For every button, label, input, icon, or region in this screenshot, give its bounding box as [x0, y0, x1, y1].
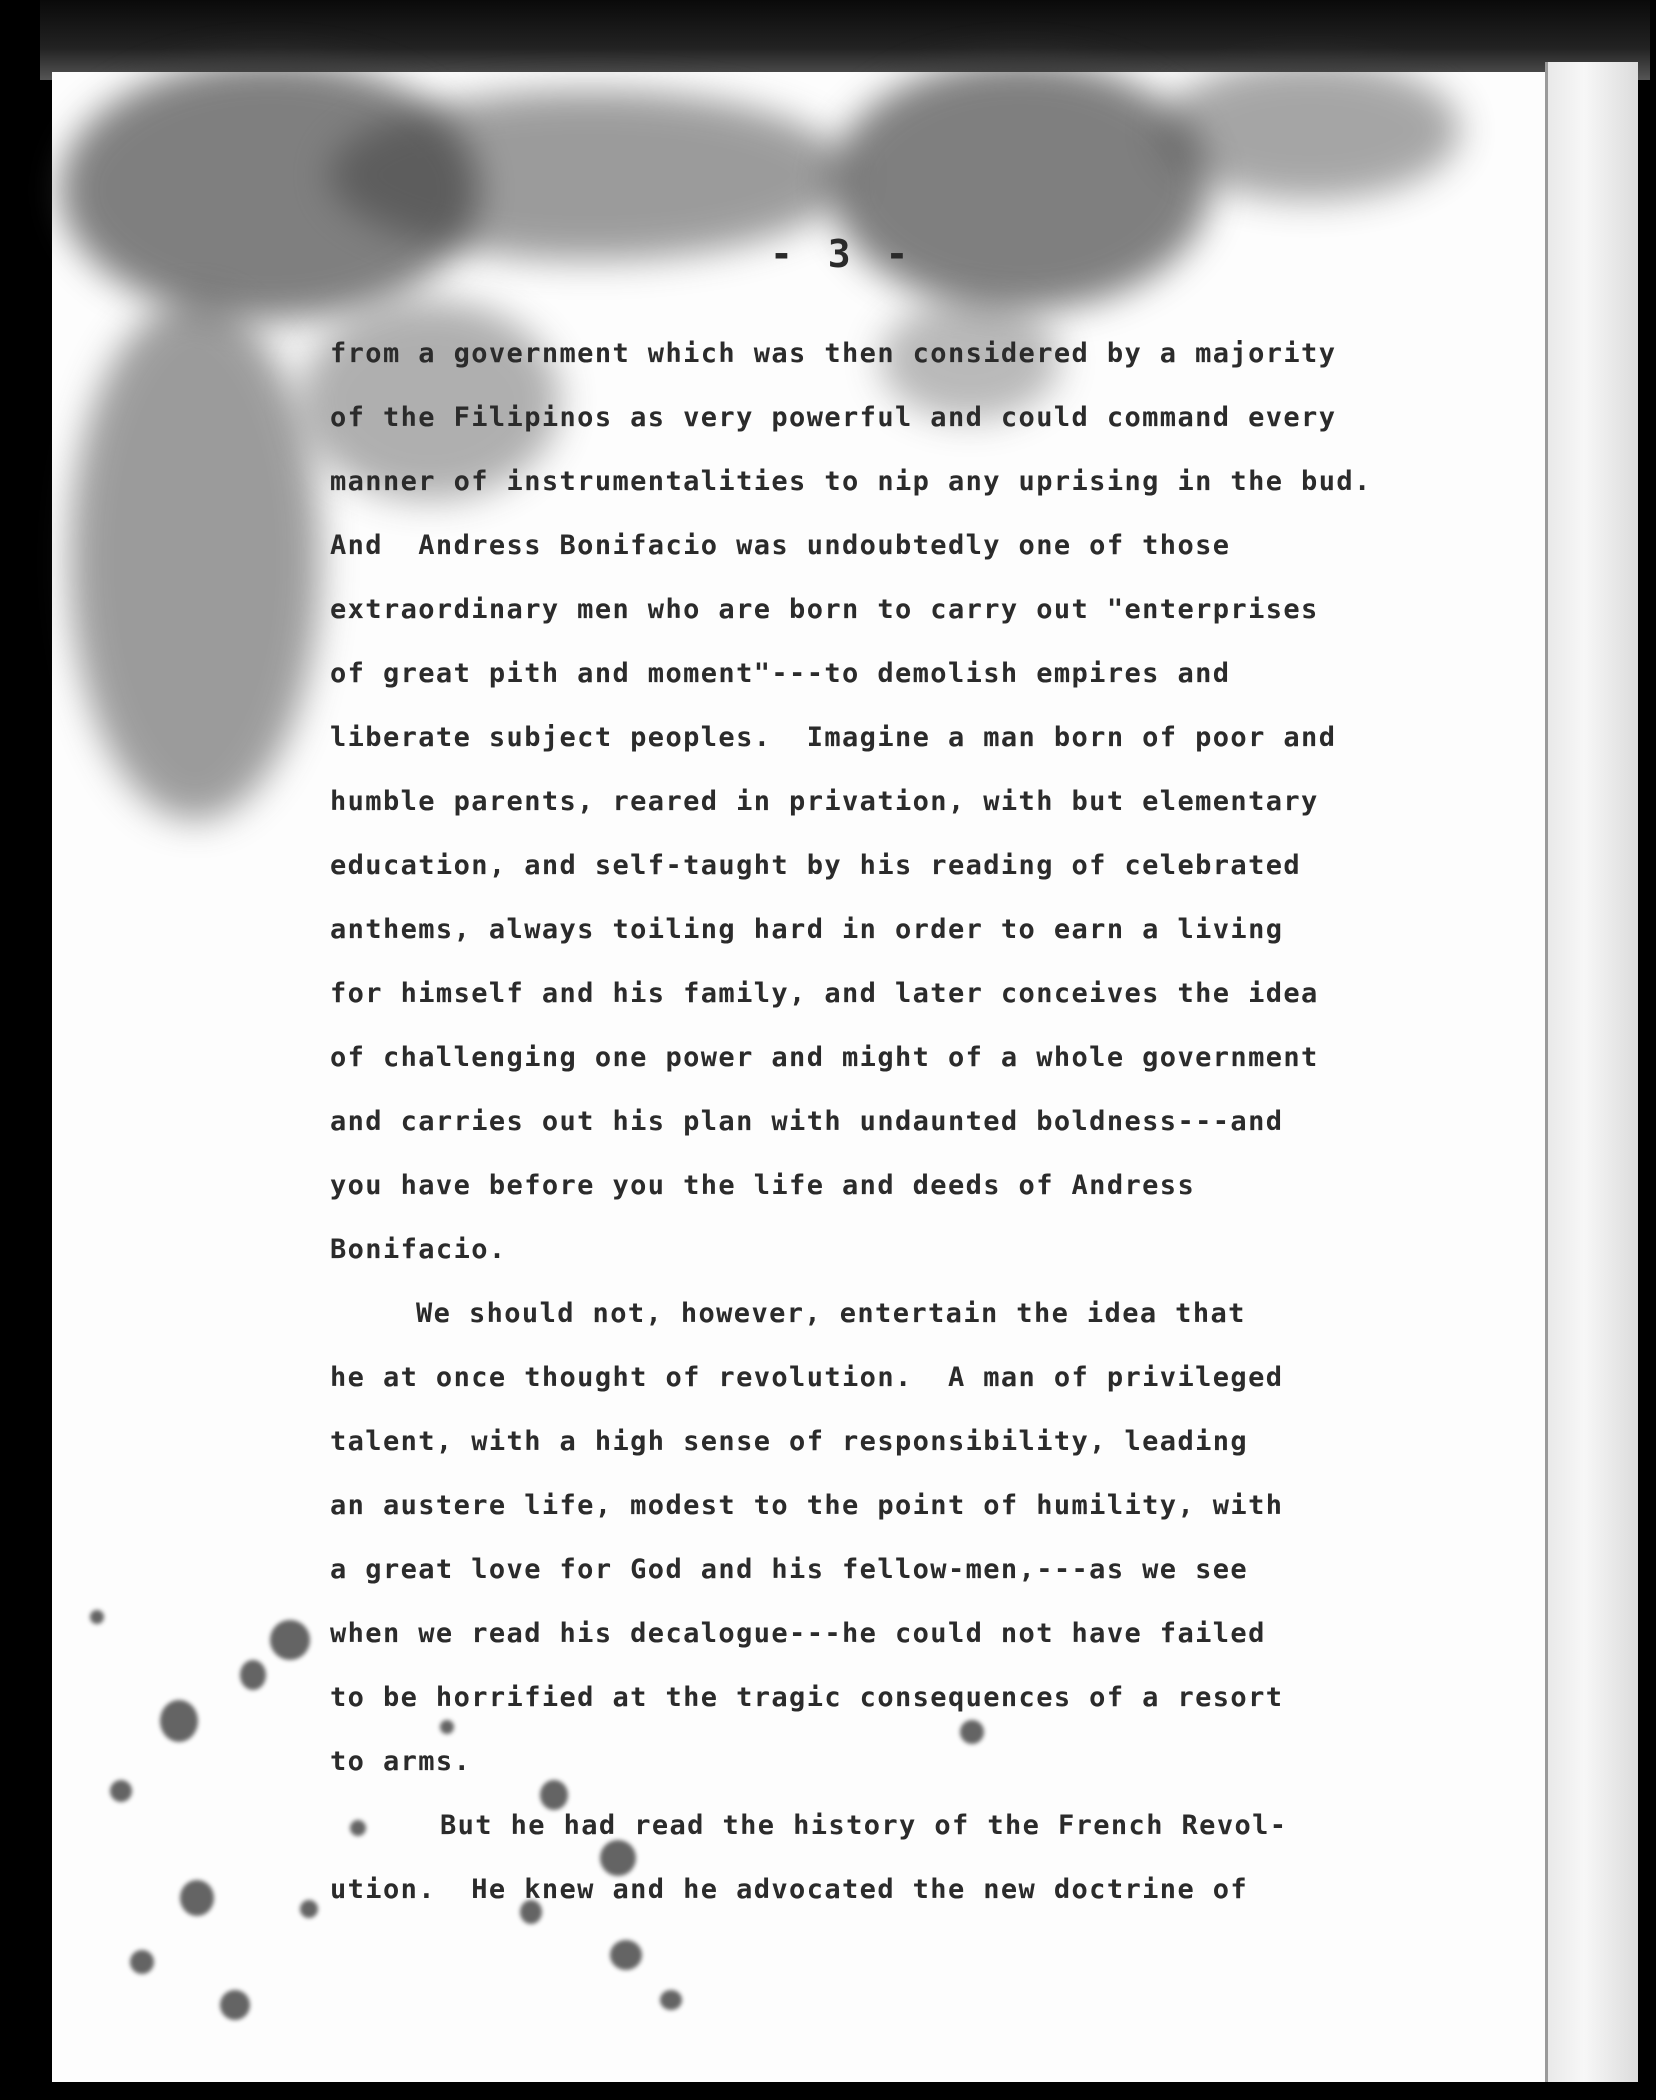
text-line: anthems, always toiling hard in order to earn a living: [330, 914, 1284, 945]
text-line: manner of instrumentalities to nip any uprising in the bud.: [330, 466, 1372, 497]
text-line: education, and self-taught by his reading of celebrated: [330, 850, 1302, 881]
text-line: extraordinary men who are born to carry out "enterprises: [330, 594, 1319, 625]
speck-mark: [660, 1990, 682, 2010]
text-line: We should not, however, entertain the idea that: [416, 1298, 1246, 1329]
text-line: and carries out his plan with undaunted boldness---and: [330, 1106, 1284, 1137]
text-line: of great pith and moment"---to demolish empires and: [330, 658, 1231, 689]
text-line: when we read his decalogue---he could not have failed: [330, 1618, 1266, 1649]
text-line: liberate subject peoples. Imagine a man born of poor and: [330, 722, 1337, 753]
text-line: a great love for God and his fellow-men,---as we see: [330, 1554, 1249, 1585]
speck-mark: [90, 1610, 104, 1624]
text-line: to arms.: [330, 1746, 472, 1777]
speck-mark: [300, 1900, 318, 1918]
text-line: talent, with a high sense of responsibility, leading: [330, 1426, 1249, 1457]
typed-text-body: [330, 322, 1450, 1922]
text-line: you have before you the life and deeds of Andress: [330, 1170, 1196, 1201]
speck-mark: [220, 1990, 250, 2020]
text-line: of challenging one power and might of a whole government: [330, 1042, 1319, 1073]
text-line: to be horrified at the tragic consequences of a resort: [330, 1682, 1284, 1713]
speck-mark: [270, 1620, 310, 1660]
stain-mark: [70, 300, 320, 820]
text-line: from a government which was then considered by a majority: [330, 338, 1337, 369]
text-line: ution. He knew and he advocated the new doctrine of: [330, 1874, 1249, 1905]
text-line: Bonifacio.: [330, 1234, 507, 1265]
text-line: humble parents, reared in privation, with but elementary: [330, 786, 1319, 817]
speck-mark: [110, 1780, 132, 1802]
speck-mark: [130, 1950, 154, 1974]
text-line: of the Filipinos as very powerful and could command every: [330, 402, 1337, 433]
text-line: an austere life, modest to the point of humility, with: [330, 1490, 1284, 1521]
text-line: he at once thought of revolution. A man of privileged: [330, 1362, 1284, 1393]
paper-edge: [1545, 62, 1638, 2082]
text-line: for himself and his family, and later conceives the idea: [330, 978, 1319, 1009]
speck-mark: [160, 1700, 198, 1742]
speck-mark: [180, 1880, 214, 1916]
text-line: But he had read the history of the French Revol-: [440, 1810, 1288, 1841]
page-number: - 3 -: [770, 232, 915, 276]
speck-mark: [610, 1940, 642, 1970]
text-line: And Andress Bonifacio was undoubtedly one of those: [330, 530, 1231, 561]
stain-mark: [1160, 60, 1460, 200]
speck-mark: [240, 1660, 266, 1690]
